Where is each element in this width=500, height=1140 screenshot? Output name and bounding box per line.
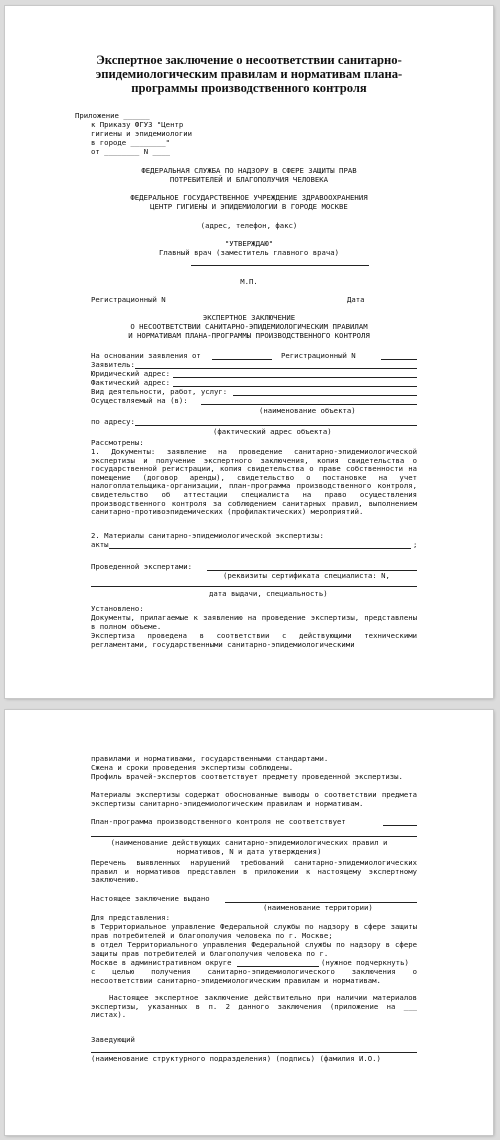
head-label: Заведующий bbox=[91, 1035, 135, 1044]
document-title-line-1: Экспертное заключение о несоответствии санитарно- bbox=[96, 53, 402, 67]
appendix-line: к Приказу ФГУЗ "Центр bbox=[91, 120, 184, 129]
acts-label: акты bbox=[91, 540, 109, 549]
document-page-2 bbox=[5, 710, 493, 1135]
appendix-line: гигиены и эпидемиологии bbox=[91, 129, 193, 138]
norms-field bbox=[91, 836, 417, 837]
basis-reg-field bbox=[381, 359, 417, 360]
violations-paragraph: Перечень выявленных нарушений требований санитарно-эпидемиологических правил и нормативов представлен в приложении к настоящему экспертному заключению. bbox=[91, 858, 417, 885]
expertise-done-label: Проведенной экспертами: bbox=[91, 562, 193, 571]
acts-semicolon: ; bbox=[413, 540, 418, 549]
basis-label: На основании заявления от bbox=[91, 351, 201, 360]
validity-paragraph: Настоящее экспертное заключение действительно при наличии материалов экспертизы, указанных в п. 2 данного заключения (приложение на ___ листах). bbox=[91, 993, 417, 1020]
object-address-label: по адресу: bbox=[91, 417, 135, 426]
agency-name: ФЕДЕРАЛЬНАЯ СЛУЖБА ПО НАДЗОРУ В СФЕРЕ ЗАЩИТЫ ПРАВ bbox=[141, 166, 357, 175]
object-address-note: (фактический адрес объекта) bbox=[213, 427, 332, 436]
seal-place: М.П. bbox=[240, 277, 258, 286]
address-note: (адрес, телефон, факс) bbox=[200, 221, 298, 230]
appendix-line: от ________ N ____ bbox=[91, 147, 171, 156]
performed-on-label: Осуществляемый на (в): bbox=[91, 396, 188, 405]
body-line: Сжена и сроки проведения экспертизы соблюдены. bbox=[91, 763, 294, 772]
appendix-line: в городе ________" bbox=[91, 138, 171, 147]
object-name-field bbox=[201, 404, 417, 405]
signature-line bbox=[91, 1052, 417, 1053]
issued-label: Настоящее заключение выдано bbox=[91, 894, 210, 903]
presentation-item-1: в Территориальное управление Федеральной службы по надзору в сфере защиты прав потребителей и благополучия человека по г. Москве; bbox=[91, 922, 417, 940]
registration-number-label: Регистрационный N bbox=[91, 295, 166, 304]
conclusion-heading: ЭКСПЕРТНОЕ ЗАКЛЮЧЕНИЕ bbox=[202, 313, 296, 322]
object-name-note: (наименование объекта) bbox=[259, 406, 356, 415]
documents-item-2: 2. Материалы санитарно-эпидемиологической экспертизы: bbox=[91, 531, 324, 540]
applicant-label: Заявитель: bbox=[91, 360, 135, 369]
established-label: Установлено: bbox=[91, 604, 144, 613]
established-paragraph-1: Документы, прилагаемые к заявлению на проведение экспертизы, представлены в полном объеме. bbox=[91, 613, 417, 631]
activity-label: Вид деятельности, работ, услуг: bbox=[91, 387, 228, 396]
acts-field bbox=[109, 548, 411, 549]
plan-not-conform-label: План-программа производственного контроля не соответствует bbox=[91, 817, 346, 826]
document-title-line-3: программы производственного контроля bbox=[131, 81, 367, 95]
basis-reg-label: Регистрационный N bbox=[281, 351, 356, 360]
certificate-note: (реквизиты сертификата специалиста: N, bbox=[223, 571, 390, 580]
institution-name: ФЕДЕРАЛЬНОЕ ГОСУДАРСТВЕННОЕ УЧРЕЖДЕНИЕ ЗДРАВООХРАНЕНИЯ bbox=[130, 193, 368, 202]
body-line: правилами и нормативами, государственными стандартами. bbox=[91, 754, 329, 763]
norms-note: нормативов, N и дата утверждения) bbox=[176, 847, 322, 856]
underline-note: (нужное подчеркнуть) bbox=[321, 958, 409, 967]
presentation-district: Москве в административном округе bbox=[91, 958, 232, 967]
document-title-line-2: эпидемиологическим правилам и нормативам плана- bbox=[95, 67, 403, 81]
conclusion-heading: И НОРМАТИВАМ ПЛАНА-ПРОГРАММЫ ПРОИЗВОДСТВЕННОГО КОНТРОЛЯ bbox=[128, 331, 370, 340]
applicant-field bbox=[135, 368, 417, 369]
for-presentation-label: Для представления: bbox=[91, 913, 171, 922]
date-label: Дата bbox=[347, 295, 365, 304]
signature-line bbox=[191, 265, 369, 266]
conclusion-heading: О НЕСООТВЕТСТВИИ САНИТАРНО-ЭПИДЕМИОЛОГИЧЕСКИМ ПРАВИЛАМ bbox=[130, 322, 368, 331]
territory-note: (наименование территории) bbox=[263, 903, 373, 912]
certificate-note-2: дата выдачи, специальность) bbox=[209, 589, 328, 598]
considered-label: Рассмотрены: bbox=[91, 438, 144, 447]
institution-name: ЦЕНТР ГИГИЕНЫ И ЭПИДЕМИОЛОГИИ В ГОРОДЕ МОСКВЕ bbox=[150, 202, 348, 211]
appendix-line: Приложение ______ bbox=[75, 111, 150, 120]
activity-field bbox=[233, 395, 417, 396]
norms-note: (наименование действующих санитарно-эпидемиологических правил и bbox=[110, 838, 388, 847]
body-paragraph: Профиль врачей-экспертов соответствует предмету проведенной экспертизы. bbox=[91, 772, 403, 781]
actual-address-label: Фактический адрес: bbox=[91, 378, 171, 387]
presentation-item-2: в отдел Территориального управления Федеральной службы по надзору в сфере защиты прав потребителей и благополучия человека по г. bbox=[91, 940, 417, 958]
established-paragraph-2: Экспертиза проведена в соответствии с действующими техническими регламентами, государственными санитарно-эпидемиологическими bbox=[91, 631, 417, 649]
object-address-field bbox=[135, 425, 417, 426]
document-page-1 bbox=[5, 6, 493, 698]
legal-address-field bbox=[173, 377, 417, 378]
basis-date-field bbox=[212, 359, 272, 360]
experts-field-2 bbox=[91, 586, 417, 587]
body-paragraph: Материалы экспертизы содержат обоснованные выводы о соответствии предмета экспертизы санитарно-эпидемиологическим правилам и нормативам. bbox=[91, 790, 417, 808]
chief-doctor: Главный врач (заместитель главного врача) bbox=[158, 248, 340, 257]
presentation-item-4: с целью получения санитарно-эпидемиологического заключения о несоответствии санитарно-эпидемиологическим правилам и нормативам. bbox=[91, 967, 417, 985]
approve-stamp: "УТВЕРЖДАЮ" bbox=[224, 239, 274, 248]
legal-address-label: Юридический адрес: bbox=[91, 369, 171, 378]
documents-item-1: 1. Документы: заявление на проведение санитарно-эпидемиологической экспертизы и получение экспертного заключения, копия свидетельства о государственной регистрации, копия свидетельства о праве собственности на помещение (договор аренды), свидетельство о постановке на учет налогоплательщика-организации, план-программа производственного контроля, свидетельство об аттестации специалиста на право осуществления производственного контроля за соблюдением санитарных правил, выполнением санитарно-противоэпидемических (профилактических) мероприятий. bbox=[91, 447, 417, 517]
agency-name: ПОТРЕБИТЕЛЕЙ И БЛАГОПОЛУЧИЯ ЧЕЛОВЕКА bbox=[169, 175, 329, 184]
plan-not-conform-field bbox=[383, 825, 417, 826]
signature-note: (наименование структурного подразделения) (подпись) (фамилия И.О.) bbox=[91, 1054, 381, 1063]
